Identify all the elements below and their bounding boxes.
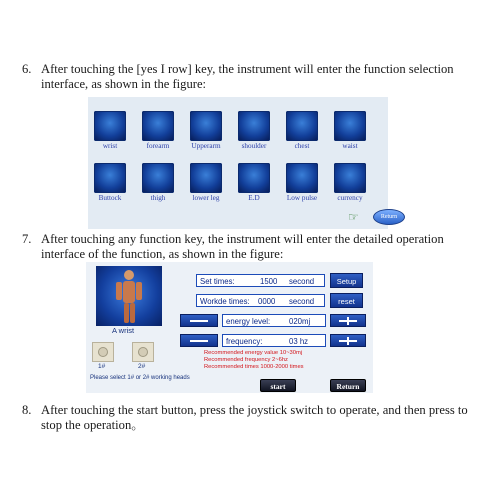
step-number: 8. bbox=[22, 403, 32, 417]
frequency-decrease-button[interactable] bbox=[180, 334, 218, 347]
energy-decrease-button[interactable] bbox=[180, 314, 218, 327]
tile-label-shoulder: shoulder bbox=[241, 142, 267, 150]
currency-icon[interactable] bbox=[334, 163, 366, 193]
recommended-energy: Recommended energy value 10~30mj bbox=[204, 350, 303, 356]
head-1-icon[interactable] bbox=[92, 342, 114, 362]
frequency-label: frequency: bbox=[226, 337, 263, 346]
reset-button[interactable]: reset bbox=[330, 293, 363, 308]
head-2-label: 2# bbox=[138, 363, 146, 370]
head-2-icon[interactable] bbox=[132, 342, 154, 362]
chest-icon[interactable] bbox=[286, 111, 318, 141]
tile-label-wrist: wrist bbox=[102, 142, 118, 150]
body-part-caption: A wrist bbox=[112, 326, 135, 335]
buttock-icon[interactable] bbox=[94, 163, 126, 193]
step-text: After touching the start button, press the joystick switch to operate, and then press to stop the operation。 bbox=[41, 403, 468, 432]
step-text: After touching the [yes I row] key, the instrument will enter the function selection interface, as shown in the figure: bbox=[41, 62, 454, 91]
tile-label-buttock: Buttock bbox=[98, 194, 122, 202]
minus-icon bbox=[190, 340, 208, 342]
set-times-label: Set times: bbox=[200, 277, 235, 286]
select-head-hint: Please select 1# or 2# working heads bbox=[90, 375, 190, 381]
head-1-label: 1# bbox=[98, 363, 106, 370]
work-times-label: Workde times: bbox=[200, 297, 250, 306]
tile-label-ed: E.D bbox=[248, 194, 260, 202]
function-selection-screen bbox=[88, 97, 398, 229]
shoulder-icon[interactable] bbox=[238, 111, 270, 141]
recommended-frequency: Recommended frequency 2~6hz bbox=[204, 357, 288, 363]
step-number: 6. bbox=[22, 62, 32, 76]
work-times-value: 0000 bbox=[258, 297, 276, 306]
wrist-icon[interactable] bbox=[94, 111, 126, 141]
operation-screen bbox=[86, 262, 373, 393]
lower-leg-icon[interactable] bbox=[190, 163, 222, 193]
set-times-value: 1500 bbox=[260, 277, 278, 286]
frequency-increase-button[interactable] bbox=[330, 334, 366, 347]
body-figure-icon bbox=[96, 266, 162, 326]
upperarm-icon[interactable] bbox=[190, 111, 222, 141]
waist-icon[interactable] bbox=[334, 111, 366, 141]
ed-icon[interactable] bbox=[238, 163, 270, 193]
step-text: After touching any function key, the instrument will enter the detailed operation interface of the function, as shown in the figure: bbox=[41, 232, 444, 261]
tile-label-forearm: forearm bbox=[146, 142, 170, 150]
work-times-unit: second bbox=[289, 297, 315, 306]
work-times-field bbox=[196, 294, 325, 307]
tile-label-upperarm: Upperarm bbox=[191, 142, 221, 150]
tile-label-thigh: thigh bbox=[150, 194, 166, 202]
tile-label-waist: waist bbox=[342, 142, 358, 150]
energy-label: energy level: bbox=[226, 317, 271, 326]
tile-label-currency: currency bbox=[337, 194, 363, 202]
recommended-times: Recommended times 1000-2000 times bbox=[204, 364, 304, 370]
step-number: 7. bbox=[22, 232, 32, 246]
energy-increase-button[interactable] bbox=[330, 314, 366, 327]
pointing-hand-icon: ☞ bbox=[348, 210, 359, 224]
start-button[interactable]: start bbox=[260, 379, 296, 392]
return-button[interactable]: Return bbox=[330, 379, 366, 392]
setup-button[interactable]: Setup bbox=[330, 273, 363, 288]
tile-label-low-pulse: Low pulse bbox=[286, 194, 318, 202]
forearm-icon[interactable] bbox=[142, 111, 174, 141]
minus-icon bbox=[190, 320, 208, 322]
frequency-field bbox=[222, 334, 326, 347]
thigh-icon[interactable] bbox=[142, 163, 174, 193]
energy-level-field bbox=[222, 314, 326, 327]
low-pulse-icon[interactable] bbox=[286, 163, 318, 193]
tile-label-lower-leg: lower leg bbox=[192, 194, 220, 202]
set-times-unit: second bbox=[289, 277, 315, 286]
tile-label-chest: chest bbox=[294, 142, 310, 150]
frequency-value: 03 hz bbox=[289, 337, 309, 346]
return-button[interactable]: Return bbox=[373, 209, 405, 225]
set-times-field bbox=[196, 274, 325, 287]
energy-value: 020mj bbox=[289, 317, 311, 326]
